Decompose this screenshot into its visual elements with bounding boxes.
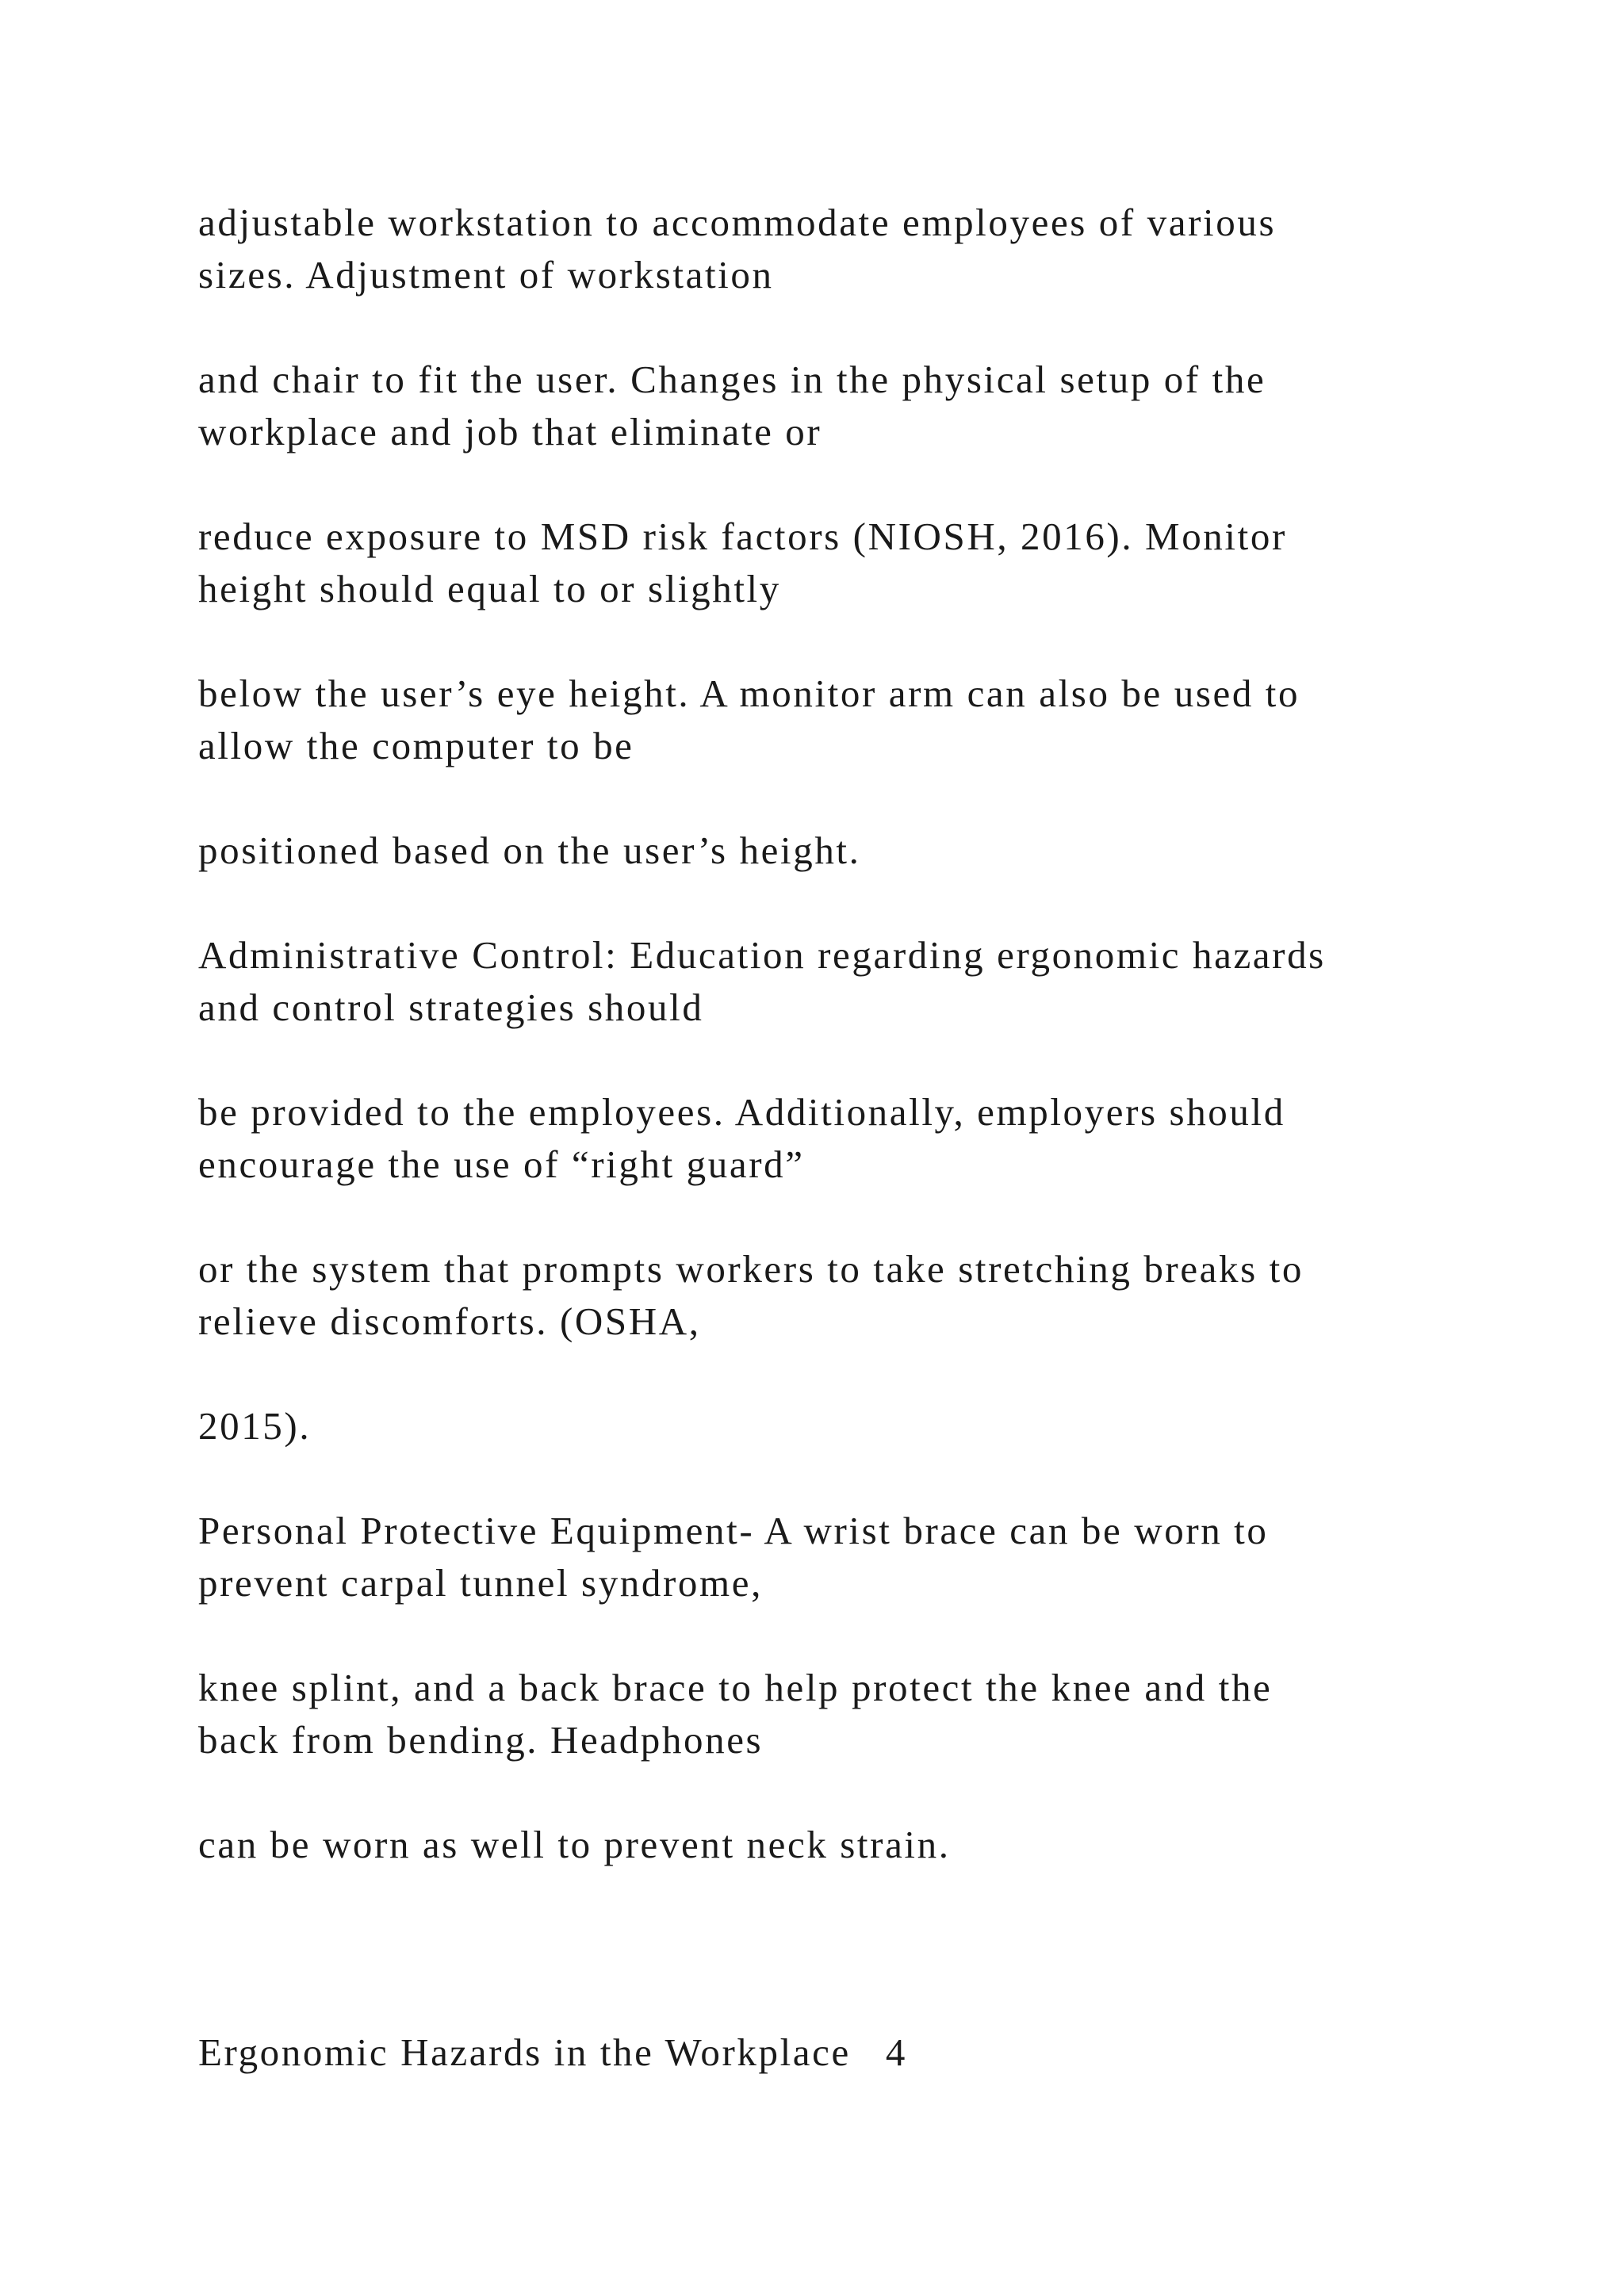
paragraph — [198, 1505, 1530, 1609]
text-line: workplace and job that eliminate or — [198, 410, 822, 453]
page-number: 4 — [885, 2030, 907, 2074]
text-line: Administrative Control: Education regarding ergonomic hazards — [198, 933, 1326, 977]
text-line: adjustable workstation to accommodate employees of various — [198, 201, 1277, 244]
text-line: back from bending. Headphones — [198, 1718, 764, 1762]
paragraph — [198, 1243, 1530, 1348]
paragraph — [198, 197, 1530, 301]
text-line: positioned based on the user’s height. — [198, 828, 861, 872]
text-line: reduce exposure to MSD risk factors (NIOSH, 2016). Monitor — [198, 515, 1287, 558]
text-line: allow the computer to be — [198, 724, 634, 767]
paragraph — [198, 929, 1530, 1034]
paragraph — [198, 1400, 1530, 1452]
text-line: prevent carpal tunnel syndrome, — [198, 1561, 763, 1605]
text-line: encourage the use of “right guard” — [198, 1142, 805, 1186]
paragraph — [198, 511, 1530, 615]
text-line: below the user’s eye height. A monitor arm can also be used to — [198, 672, 1300, 715]
paragraph — [198, 354, 1530, 458]
text-line: and control strategies should — [198, 985, 704, 1029]
text-line: height should equal to or slightly — [198, 567, 781, 610]
text-line: or the system that prompts workers to take stretching breaks to — [198, 1247, 1304, 1291]
page-footer — [198, 2026, 907, 2079]
paragraph — [198, 1662, 1530, 1766]
running-head: Ergonomic Hazards in the Workplace — [198, 2030, 851, 2074]
text-line: Personal Protective Equipment- A wrist brace can be worn to — [198, 1509, 1269, 1552]
text-line: knee splint, and a back brace to help protect the knee and the — [198, 1666, 1273, 1709]
paragraph — [198, 825, 1530, 877]
paragraph — [198, 668, 1530, 772]
text-line: 2015). — [198, 1404, 312, 1448]
text-line: sizes. Adjustment of workstation — [198, 253, 774, 297]
text-line: can be worn as well to prevent neck strain. — [198, 1823, 951, 1866]
text-line: relieve discomforts. (OSHA, — [198, 1299, 701, 1343]
text-line: and chair to fit the user. Changes in the physical setup of the — [198, 358, 1266, 401]
paragraph — [198, 1086, 1530, 1191]
text-line: be provided to the employees. Additionally, employers should — [198, 1090, 1285, 1134]
paragraph — [198, 1819, 1530, 1871]
